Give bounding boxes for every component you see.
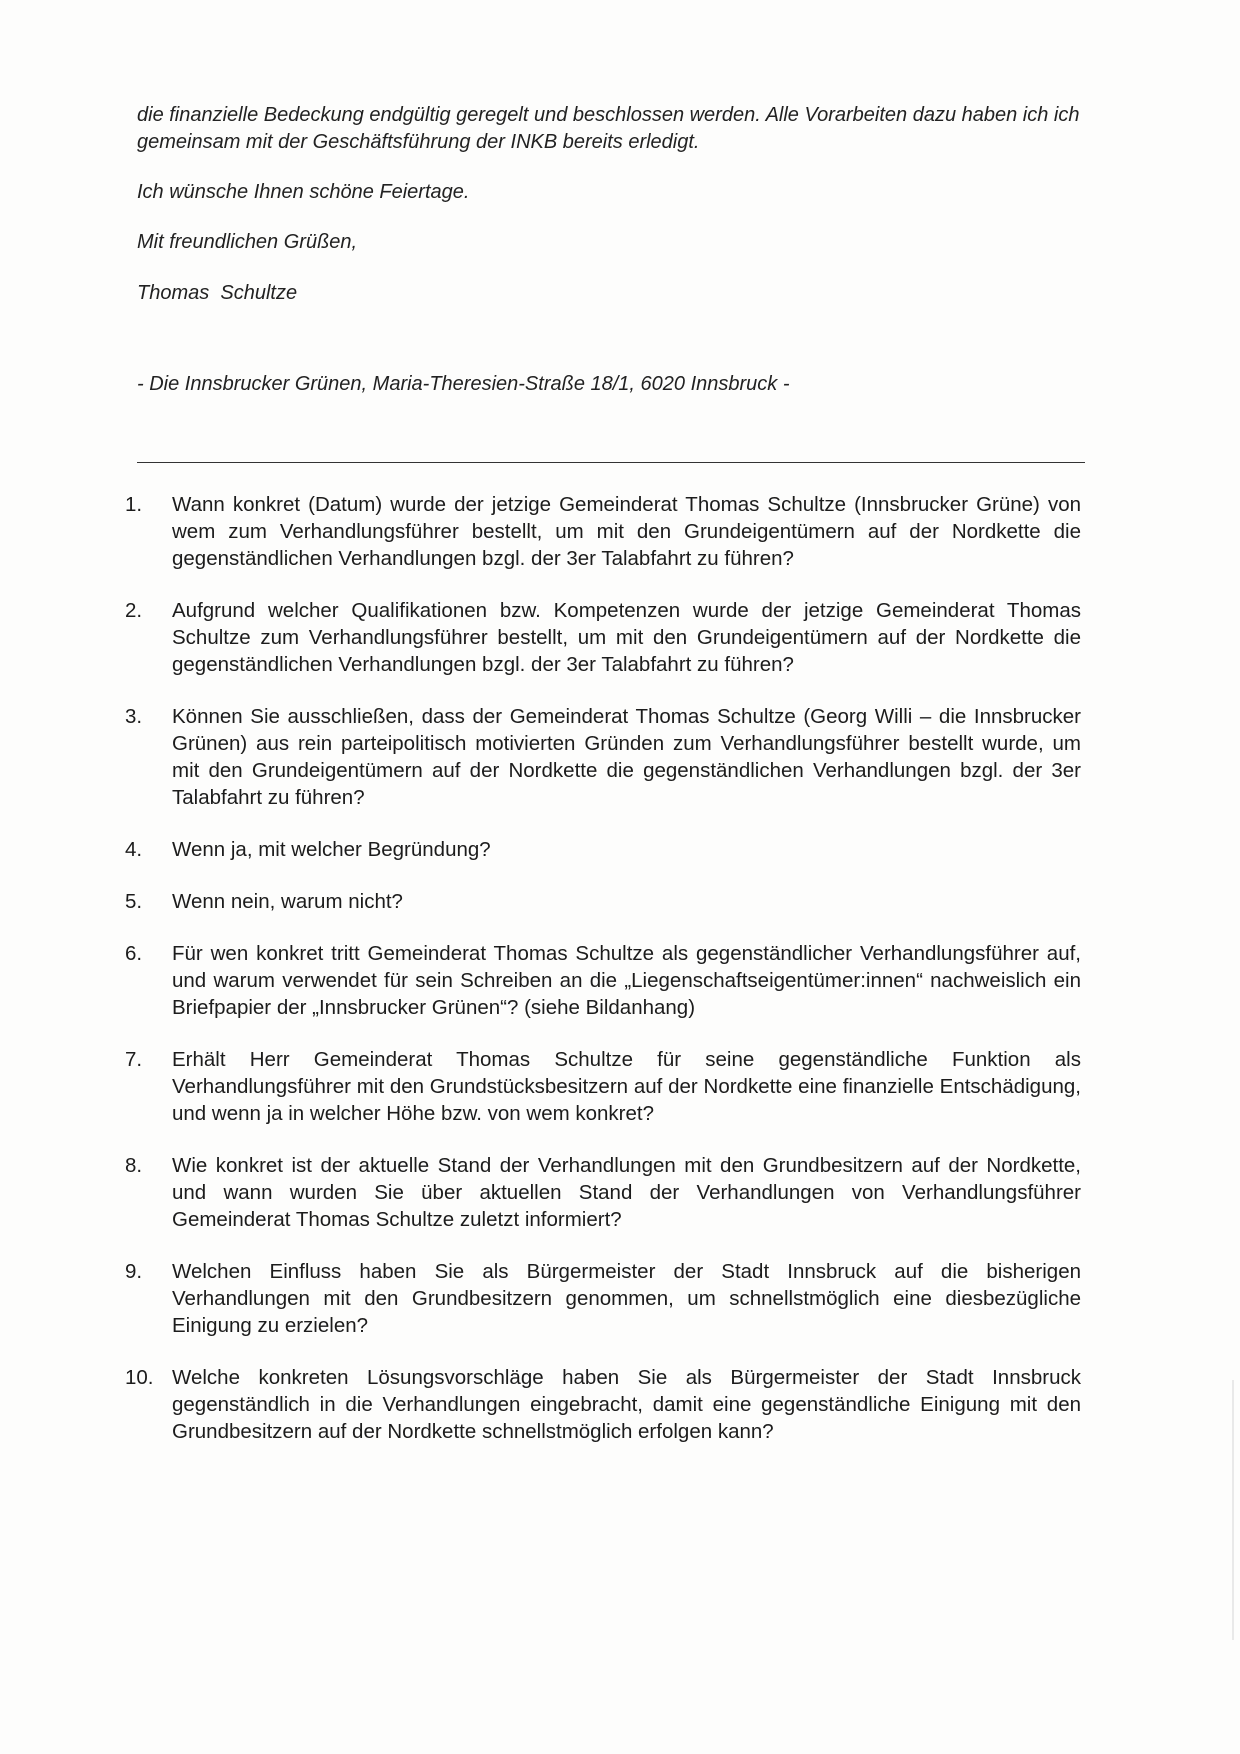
question-number: 9. bbox=[125, 1260, 143, 1283]
question-text: Aufgrund welcher Qualifikationen bzw. Kompetenzen wurde der jetzige Gemeinderat Thomas Schultze zum Verhandlungsführer bestellt, um mit den Grundeigentümern auf der Nordkette die gegenständlichen Verhandlungen bzgl. der 3er Talabfahrt zu führen? bbox=[172, 599, 1081, 676]
question-number: 4. bbox=[125, 838, 143, 861]
question-item bbox=[125, 940, 1081, 1021]
letter-closing: Mit freundlichen Grüßen, bbox=[137, 231, 358, 253]
question-text: Wann konkret (Datum) wurde der jetzige Gemeinderat Thomas Schultze (Innsbrucker Grüne) von wem zum Verhandlungsführer bestellt, um mit den Grundeigentümern auf der Nordkette die gegenständlichen Verhandlungen bzgl. der 3er Talabfahrt zu führen? bbox=[172, 493, 1081, 570]
letter-intro-paragraph: die finanzielle Bedeckung endgültig geregelt und beschlossen werden. Alle Vorarbeiten dazu haben ich ich gemeinsam mit der Geschäftsführung der INKB bereits erledigt. bbox=[137, 104, 1080, 153]
question-text: Können Sie ausschließen, dass der Gemeinderat Thomas Schultze (Georg Willi – die Innsbrucker Grünen) aus rein parteipolitisch motivierten Gründen zum Verhandlungsführer bestellt wurde, um mit den Grundeigentümern auf der Nordkette die gegenständlichen Verhandlungen bzgl. der 3er Talabfahrt zu führen? bbox=[172, 705, 1081, 809]
question-number: 2. bbox=[125, 599, 143, 622]
letter-wishes: Ich wünsche Ihnen schöne Feiertage. bbox=[137, 181, 470, 203]
question-item bbox=[125, 1046, 1081, 1127]
question-item bbox=[125, 836, 1081, 863]
question-text: Welche konkreten Lösungsvorschläge haben Sie als Bürgermeister der Stadt Innsbruck gegenständlich in die Verhandlungen eingebracht, damit eine gegenständliche Einigung mit den Grundbesitzern auf der Nordkette schnellstmöglich erfolgen kann? bbox=[172, 1366, 1081, 1443]
question-text: Welchen Einfluss haben Sie als Bürgermeister der Stadt Innsbruck auf die bisherigen Verhandlungen mit den Grundbesitzern genommen, um schnellstmöglich eine diesbezügliche Einigung zu erzielen? bbox=[172, 1260, 1081, 1337]
question-text: Erhält Herr Gemeinderat Thomas Schultze für seine gegenständliche Funktion als Verhandlungsführer mit den Grundstücksbesitzern auf der Nordkette eine finanzielle Entschädigung, und wenn ja in welcher Höhe bzw. von wem konkret? bbox=[172, 1048, 1081, 1125]
question-number: 10. bbox=[125, 1366, 154, 1389]
question-item bbox=[125, 1258, 1081, 1339]
question-number: 3. bbox=[125, 705, 143, 728]
question-number: 6. bbox=[125, 942, 143, 965]
horizontal-rule bbox=[137, 462, 1085, 463]
question-item bbox=[125, 888, 1081, 915]
question-number: 8. bbox=[125, 1154, 143, 1177]
letter-excerpt bbox=[137, 102, 1087, 398]
scan-edge-mark bbox=[1232, 1380, 1234, 1640]
question-number: 7. bbox=[125, 1048, 143, 1071]
question-item bbox=[125, 703, 1081, 811]
letter-footer-address: - Die Innsbrucker Grünen, Maria-Theresien-Straße 18/1, 6020 Innsbruck - bbox=[137, 373, 790, 395]
question-number: 5. bbox=[125, 890, 143, 913]
question-item bbox=[125, 491, 1081, 572]
question-number: 1. bbox=[125, 493, 143, 516]
question-item bbox=[125, 1152, 1081, 1233]
question-text: Wenn nein, warum nicht? bbox=[172, 890, 403, 913]
letter-signature: Thomas Schultze bbox=[137, 282, 298, 304]
question-item bbox=[125, 597, 1081, 678]
question-list bbox=[125, 491, 1081, 1470]
question-item bbox=[125, 1364, 1081, 1445]
question-text: Für wen konkret tritt Gemeinderat Thomas Schultze als gegenständlicher Verhandlungsführer auf, und warum verwendet für sein Schreiben an die „Liegenschaftseigentümer:innen“ nachweislich ein Briefpapier der „Innsbrucker Grünen“? (siehe Bildanhang) bbox=[172, 942, 1081, 1019]
question-text: Wie konkret ist der aktuelle Stand der Verhandlungen mit den Grundbesitzern auf der Nordkette, und wann wurden Sie über aktuellen Stand der Verhandlungen von Verhandlungsführer Gemeinderat Thomas Schultze zuletzt informiert? bbox=[172, 1154, 1081, 1231]
question-text: Wenn ja, mit welcher Begründung? bbox=[172, 838, 491, 861]
